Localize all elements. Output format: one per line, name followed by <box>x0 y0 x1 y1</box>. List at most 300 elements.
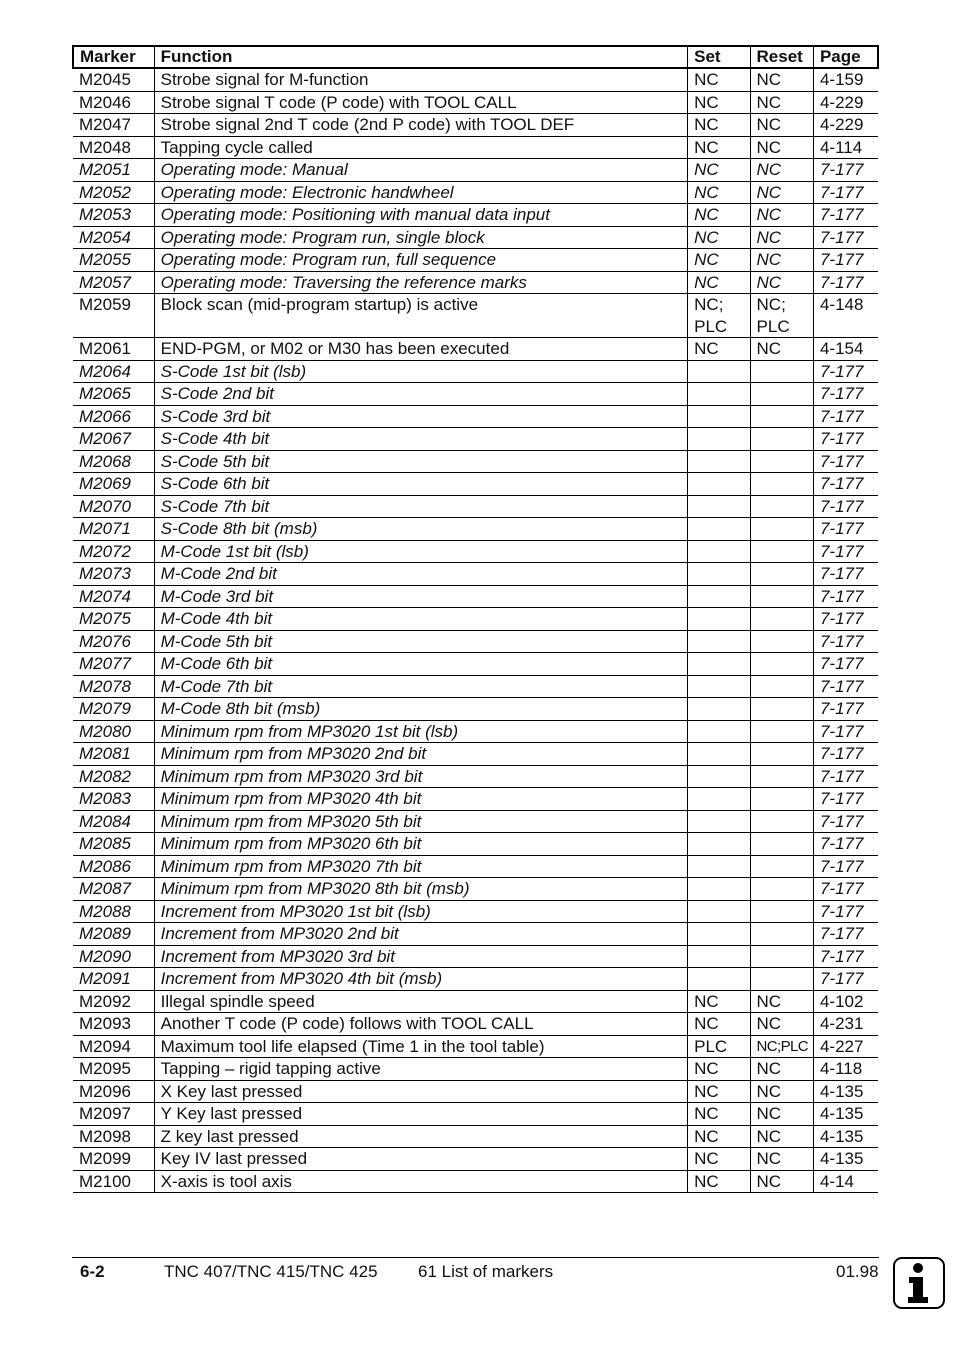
page-cell <box>813 855 878 878</box>
function-cell-text: Tapping – rigid tapping active <box>160 1059 381 1078</box>
function-cell-text: Operating mode: Program run, single block <box>160 227 485 247</box>
reset-cell <box>750 1080 813 1103</box>
page-cell <box>813 1035 878 1058</box>
table-row <box>73 114 878 137</box>
page-cell-text: 7-177 <box>819 272 864 292</box>
reset-cell <box>750 675 813 698</box>
page-cell-text: 7-177 <box>819 227 864 247</box>
function-cell-text: X-axis is tool axis <box>160 1171 292 1191</box>
page-cell-text: 7-177 <box>819 406 864 426</box>
set-cell-text: NC <box>694 1149 719 1168</box>
set-cell <box>688 765 750 788</box>
page-cell <box>813 990 878 1013</box>
reset-cell <box>750 833 813 856</box>
reset-cell-text: NC <box>756 272 782 292</box>
page-cell <box>813 450 878 473</box>
marker-cell <box>73 1080 154 1103</box>
set-cell <box>688 945 750 968</box>
set-cell <box>688 518 750 541</box>
page-cell-text: 4-154 <box>819 339 864 358</box>
function-cell-text: S-Code 6th bit <box>160 474 270 493</box>
table-row <box>73 1058 878 1081</box>
marker-cell-text: M2093 <box>79 1014 131 1033</box>
set-cell <box>688 1013 750 1036</box>
reset-cell-text: NC <box>756 1126 782 1146</box>
set-cell-text: NC <box>694 1171 719 1191</box>
page-cell-text: 7-177 <box>819 564 864 583</box>
marker-cell-text: M2088 <box>79 901 131 921</box>
marker-cell <box>73 698 154 721</box>
set-cell <box>688 1080 750 1103</box>
reset-cell <box>750 653 813 676</box>
function-cell-text: M-Code 4th bit <box>160 609 273 628</box>
page-cell-text: 7-177 <box>819 879 864 898</box>
page-cell <box>813 249 878 272</box>
function-cell-text: S-Code 5th bit <box>160 451 270 471</box>
page-cell-text: 7-177 <box>819 250 864 269</box>
set-cell <box>688 271 750 294</box>
function-cell-text: Minimum rpm from MP3020 8th bit (msb) <box>160 879 470 898</box>
page-cell <box>813 114 878 137</box>
set-cell-text: NC <box>694 1104 719 1123</box>
marker-cell <box>73 473 154 496</box>
marker-cell <box>73 1170 154 1193</box>
page-cell <box>813 765 878 788</box>
page-cell <box>813 698 878 721</box>
table-row <box>73 495 878 518</box>
marker-cell-text: M2048 <box>79 137 131 157</box>
table-row <box>73 518 878 541</box>
reset-cell-text-line2: PLC <box>756 316 790 336</box>
marker-cell <box>73 720 154 743</box>
function-cell-text: M-Code 5th bit <box>160 631 273 651</box>
page-cell-text: 7-177 <box>819 654 864 673</box>
set-cell-text: NC <box>694 1059 719 1078</box>
function-cell-text: Tapping cycle called <box>160 137 313 157</box>
marker-cell-text: M2051 <box>79 160 131 179</box>
reset-cell <box>750 136 813 159</box>
marker-cell <box>73 1125 154 1148</box>
marker-cell-text: M2082 <box>79 766 131 786</box>
page-cell <box>813 900 878 923</box>
marker-cell <box>73 968 154 991</box>
set-cell <box>688 405 750 428</box>
reset-cell <box>750 720 813 743</box>
page-cell-text: 7-177 <box>819 924 864 943</box>
marker-cell <box>73 271 154 294</box>
page-cell <box>813 91 878 114</box>
marker-cell-text: M2046 <box>79 92 131 112</box>
page-cell <box>813 1170 878 1193</box>
function-cell-text: Increment from MP3020 1st bit (lsb) <box>160 901 431 921</box>
set-cell-text: NC <box>694 250 719 269</box>
function-cell <box>154 1148 688 1171</box>
function-cell <box>154 249 688 272</box>
set-cell <box>688 1035 750 1058</box>
marker-cell-text: M2069 <box>79 474 131 493</box>
page-cell <box>813 271 878 294</box>
page-cell-text: 7-177 <box>819 631 864 651</box>
marker-cell <box>73 226 154 249</box>
function-cell-text: Minimum rpm from MP3020 2nd bit <box>160 744 427 763</box>
set-cell <box>688 653 750 676</box>
function-cell <box>154 91 688 114</box>
marker-cell <box>73 608 154 631</box>
reset-cell-text: NC <box>756 205 782 224</box>
page-cell <box>813 360 878 383</box>
page-cell-text: 7-177 <box>819 541 864 561</box>
set-cell-text: NC <box>694 70 719 89</box>
reset-cell-text: NC <box>756 182 782 202</box>
page-cell-text: 7-177 <box>819 766 864 786</box>
set-cell-text-line2: PLC <box>694 316 728 336</box>
marker-cell-text: M2094 <box>79 1036 131 1056</box>
page-cell-text: 7-177 <box>819 969 864 988</box>
set-cell <box>688 968 750 991</box>
page-cell-text: 4-135 <box>819 1104 864 1123</box>
page-cell <box>813 630 878 653</box>
set-cell <box>688 495 750 518</box>
page-cell <box>813 608 878 631</box>
reset-cell <box>750 900 813 923</box>
table-row <box>73 608 878 631</box>
page-cell-text: 7-177 <box>819 856 864 876</box>
marker-cell-text: M2098 <box>79 1126 131 1146</box>
set-cell <box>688 114 750 137</box>
page-cell-text: 4-148 <box>819 295 864 314</box>
function-cell <box>154 698 688 721</box>
page-cell <box>813 675 878 698</box>
reset-cell <box>750 383 813 406</box>
set-cell <box>688 1170 750 1193</box>
function-cell <box>154 1125 688 1148</box>
table-row <box>73 653 878 676</box>
set-cell-text: NC <box>694 205 719 224</box>
page-cell <box>813 68 878 91</box>
set-cell-text: NC <box>694 227 719 247</box>
page-cell-text: 7-177 <box>819 834 864 853</box>
set-cell <box>688 698 750 721</box>
table-body <box>73 68 878 1193</box>
function-cell <box>154 1035 688 1058</box>
reset-cell-text: NC <box>756 227 782 247</box>
set-cell <box>688 1148 750 1171</box>
table-row <box>73 923 878 946</box>
page-cell <box>813 473 878 496</box>
table-row <box>73 294 878 338</box>
reset-cell-text: NC <box>756 250 782 269</box>
function-cell-text: Operating mode: Program run, full sequence <box>160 250 497 269</box>
table-row <box>73 878 878 901</box>
page-cell-text: 4-227 <box>819 1036 864 1056</box>
page-cell <box>813 788 878 811</box>
table-row <box>73 540 878 563</box>
marker-cell-text: M2067 <box>79 429 131 448</box>
function-cell <box>154 1013 688 1036</box>
marker-cell <box>73 1058 154 1081</box>
function-cell <box>154 900 688 923</box>
marker-cell-text: M2053 <box>79 205 131 224</box>
page-cell <box>813 405 878 428</box>
table-row <box>73 675 878 698</box>
function-cell <box>154 675 688 698</box>
function-cell-text: Key IV last pressed <box>160 1149 308 1168</box>
page-cell <box>813 204 878 227</box>
page-cell-text: 7-177 <box>819 160 864 179</box>
table-row <box>73 68 878 91</box>
function-cell <box>154 878 688 901</box>
table-row <box>73 338 878 361</box>
reset-cell <box>750 204 813 227</box>
function-cell <box>154 1058 688 1081</box>
marker-cell-text: M2084 <box>79 811 131 831</box>
table-row <box>73 900 878 923</box>
reset-cell <box>750 810 813 833</box>
table-header-row <box>73 46 878 68</box>
marker-cell <box>73 1148 154 1171</box>
reset-cell <box>750 428 813 451</box>
table-row <box>73 630 878 653</box>
set-cell-text: NC <box>694 1081 719 1101</box>
page-cell <box>813 923 878 946</box>
function-cell <box>154 810 688 833</box>
set-cell <box>688 585 750 608</box>
page-cell-text: 4-159 <box>819 70 864 89</box>
set-cell <box>688 788 750 811</box>
reset-cell <box>750 1170 813 1193</box>
marker-cell-text: M2074 <box>79 586 131 606</box>
function-cell <box>154 226 688 249</box>
marker-cell <box>73 360 154 383</box>
table-row <box>73 159 878 182</box>
function-cell <box>154 405 688 428</box>
function-cell <box>154 383 688 406</box>
marker-cell-text: M2085 <box>79 834 131 853</box>
marker-cell-text: M2057 <box>79 272 131 292</box>
function-cell <box>154 450 688 473</box>
reset-cell <box>750 765 813 788</box>
set-cell <box>688 900 750 923</box>
marker-cell <box>73 91 154 114</box>
marker-cell-text: M2090 <box>79 946 131 966</box>
marker-cell-text: M2066 <box>79 406 131 426</box>
marker-cell <box>73 675 154 698</box>
page-cell-text: 4-114 <box>819 137 863 157</box>
function-cell-text: Minimum rpm from MP3020 3rd bit <box>160 766 423 786</box>
reset-cell-text: NC <box>756 92 782 112</box>
marker-cell-text: M2099 <box>79 1149 131 1168</box>
marker-cell <box>73 383 154 406</box>
set-cell <box>688 91 750 114</box>
reset-cell <box>750 91 813 114</box>
set-cell <box>688 743 750 766</box>
table-row <box>73 720 878 743</box>
table-row <box>73 788 878 811</box>
marker-cell-text: M2076 <box>79 631 131 651</box>
marker-cell <box>73 653 154 676</box>
page-cell <box>813 540 878 563</box>
function-cell <box>154 855 688 878</box>
reset-cell-text: NC <box>756 160 782 179</box>
reset-cell <box>750 698 813 721</box>
marker-cell-text: M2097 <box>79 1104 131 1123</box>
reset-cell-text: NC <box>756 70 782 89</box>
function-cell-text: Increment from MP3020 4th bit (msb) <box>160 969 443 988</box>
function-cell <box>154 923 688 946</box>
page-cell-text: 4-135 <box>819 1126 864 1146</box>
marker-cell <box>73 1013 154 1036</box>
table-row <box>73 450 878 473</box>
function-cell-text: Maximum tool life elapsed (Time 1 in the tool table) <box>160 1036 545 1056</box>
reset-cell-text: NC <box>756 1171 782 1191</box>
reset-cell <box>750 878 813 901</box>
table-row <box>73 585 878 608</box>
function-cell-text: Block scan (mid-program startup) is active <box>160 295 479 314</box>
set-cell-text: NC <box>694 991 719 1011</box>
marker-cell <box>73 833 154 856</box>
reset-cell-text: NC <box>756 991 782 1011</box>
reset-cell <box>750 294 813 338</box>
marker-cell-text: M2047 <box>79 115 131 134</box>
marker-cell <box>73 114 154 137</box>
set-cell <box>688 360 750 383</box>
function-cell-text: S-Code 8th bit (msb) <box>160 519 318 538</box>
function-cell <box>154 788 688 811</box>
reset-cell <box>750 181 813 204</box>
page-cell-text: 4-135 <box>819 1081 864 1101</box>
marker-cell <box>73 428 154 451</box>
function-cell-text: Increment from MP3020 3rd bit <box>160 946 395 966</box>
page-cell <box>813 181 878 204</box>
page-cell <box>813 833 878 856</box>
marker-cell-text: M2096 <box>79 1081 131 1101</box>
set-cell <box>688 204 750 227</box>
page-cell <box>813 518 878 541</box>
marker-cell <box>73 945 154 968</box>
page-cell-text: 4-135 <box>819 1149 864 1168</box>
page-cell <box>813 743 878 766</box>
marker-cell <box>73 450 154 473</box>
reset-cell <box>750 585 813 608</box>
set-cell <box>688 68 750 91</box>
footer-date: 01.98 <box>836 1262 879 1281</box>
function-cell-text: END-PGM, or M02 or M30 has been executed <box>160 339 510 358</box>
table-row <box>73 383 878 406</box>
marker-cell <box>73 338 154 361</box>
table-row <box>73 855 878 878</box>
table-row <box>73 810 878 833</box>
table-row <box>73 1035 878 1058</box>
page-cell-text: 7-177 <box>819 474 864 493</box>
page-cell-text: 4-229 <box>819 115 864 134</box>
reset-cell-text: NC <box>756 1104 782 1123</box>
function-cell-text: Minimum rpm from MP3020 6th bit <box>160 834 422 853</box>
table-row <box>73 563 878 586</box>
function-cell <box>154 294 688 338</box>
function-cell <box>154 136 688 159</box>
page-cell-text: 4-14 <box>819 1171 854 1191</box>
page-cell <box>813 653 878 676</box>
function-cell <box>154 159 688 182</box>
marker-cell <box>73 900 154 923</box>
marker-cell <box>73 743 154 766</box>
marker-table <box>72 45 879 1193</box>
page-cell-text: 7-177 <box>819 744 864 763</box>
marker-cell <box>73 878 154 901</box>
marker-cell-text: M2045 <box>79 70 131 89</box>
function-cell-text: M-Code 8th bit (msb) <box>160 699 321 718</box>
marker-cell-text: M2091 <box>79 969 131 988</box>
marker-cell-text: M2054 <box>79 227 131 247</box>
reset-cell <box>750 159 813 182</box>
reset-cell-text: NC <box>756 1149 782 1168</box>
marker-cell <box>73 540 154 563</box>
function-cell <box>154 68 688 91</box>
marker-cell-text: M2087 <box>79 879 131 898</box>
page-cell <box>813 495 878 518</box>
marker-cell <box>73 136 154 159</box>
set-cell <box>688 878 750 901</box>
marker-cell <box>73 159 154 182</box>
table-row <box>73 473 878 496</box>
marker-cell <box>73 68 154 91</box>
marker-cell <box>73 294 154 338</box>
reset-cell <box>750 271 813 294</box>
reset-cell <box>750 788 813 811</box>
marker-cell-text: M2055 <box>79 250 131 269</box>
function-cell-text: Increment from MP3020 2nd bit <box>160 924 399 943</box>
header-reset: Reset <box>750 46 813 68</box>
page-cell-text: 7-177 <box>819 451 864 471</box>
table-row <box>73 833 878 856</box>
page-cell <box>813 294 878 338</box>
page-cell-text: 7-177 <box>819 789 864 808</box>
reset-cell <box>750 405 813 428</box>
function-cell-text: Another T code (P code) follows with TOOL CALL <box>160 1014 534 1033</box>
page-cell <box>813 1148 878 1171</box>
table-row <box>73 968 878 991</box>
footer-section: 61 List of markers <box>418 1262 554 1281</box>
marker-cell <box>73 585 154 608</box>
function-cell-text: S-Code 3rd bit <box>160 406 271 426</box>
marker-cell <box>73 923 154 946</box>
function-cell-text: M-Code 7th bit <box>160 676 273 696</box>
marker-cell <box>73 181 154 204</box>
page-cell-text: 7-177 <box>819 182 864 202</box>
marker-cell-text: M2083 <box>79 789 131 808</box>
function-cell <box>154 114 688 137</box>
marker-cell <box>73 518 154 541</box>
table-row <box>73 428 878 451</box>
reset-cell <box>750 968 813 991</box>
page-cell-text: 7-177 <box>819 946 864 966</box>
set-cell <box>688 181 750 204</box>
function-cell-text: Operating mode: Manual <box>160 160 348 179</box>
page-cell <box>813 1080 878 1103</box>
function-cell <box>154 833 688 856</box>
set-cell <box>688 450 750 473</box>
marker-cell <box>73 855 154 878</box>
marker-cell-text: M2070 <box>79 496 131 516</box>
page-cell <box>813 810 878 833</box>
marker-cell <box>73 630 154 653</box>
function-cell-text: M-Code 6th bit <box>160 654 273 673</box>
header-set: Set <box>688 46 750 68</box>
table-row <box>73 1080 878 1103</box>
set-cell-text: NC <box>694 137 719 157</box>
reset-cell-text: NC <box>756 115 782 134</box>
page-cell <box>813 338 878 361</box>
